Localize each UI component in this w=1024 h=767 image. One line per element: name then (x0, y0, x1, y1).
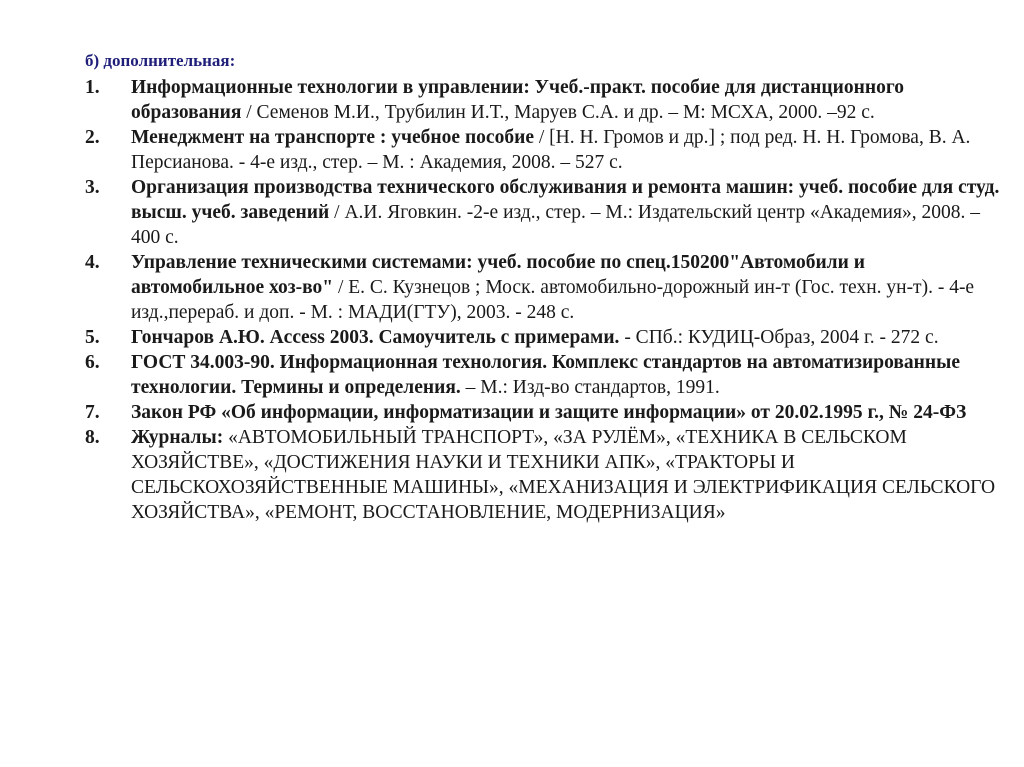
reference-details: / [Н. Н. Громов и др.] ; под ред. Н. Н. Громова, В. А. Персианова. - 4-е изд., стер. – М. : Академия, 2008. – 527 с. (131, 127, 971, 173)
reference-details: / А.И. Яговкин. -2-е изд., стер. – М.: Издательский центр «Академия», 2008. – 400 с. (131, 202, 980, 248)
reference-number: 4. (85, 252, 100, 273)
reference-number: 6. (85, 352, 100, 373)
reference-title: Организация производства технического обслуживания и ремонта машин: учеб. пособие для студ. высш. учеб. заведений (131, 177, 1000, 223)
reference-number: 3. (85, 177, 100, 198)
reference-number: 7. (85, 402, 100, 423)
reference-item (85, 325, 1000, 350)
slide-content (85, 50, 1000, 525)
reference-text (131, 75, 1000, 125)
reference-item (85, 75, 1000, 125)
reference-text (131, 175, 1000, 250)
reference-item (85, 250, 1000, 325)
reference-text (131, 325, 1000, 350)
reference-item (85, 425, 1000, 525)
reference-number: 1. (85, 77, 100, 98)
section-heading: б) дополнительная: (85, 51, 236, 70)
reference-title: Менеджмент на транспорте : учебное пособие (131, 127, 534, 148)
reference-number: 5. (85, 327, 100, 348)
reference-title: Гончаров А.Ю. Access 2003. Самоучитель с примерами. (131, 327, 620, 348)
reference-item (85, 400, 1000, 425)
reference-title: Управление техническими системами: учеб. пособие по спец.150200"Автомобили и автомобильное хоз-во" (131, 252, 865, 298)
reference-text (131, 250, 1000, 325)
reference-text (131, 425, 1000, 525)
reference-text (131, 350, 1000, 400)
reference-details: / Е. С. Кузнецов ; Моск. автомобильно-дорожный ин-т (Гос. техн. ун-т). - 4-е изд.,перераб. и доп. - М. : МАДИ(ГТУ), 2003. - 248 с. (131, 277, 975, 323)
reference-title: ГОСТ 34.003-90. Информационная технология. Комплекс стандартов на автоматизированные технологии. Термины и определения. (131, 352, 960, 398)
reference-item (85, 125, 1000, 175)
reference-number: 8. (85, 427, 100, 448)
reference-text (131, 125, 1000, 175)
reference-text (131, 400, 1000, 425)
reference-details: «АВТОМОБИЛЬНЫЙ ТРАНСПОРТ», «ЗА РУЛЁМ», «ТЕХНИКА В СЕЛЬСКОМ ХОЗЯЙСТВЕ», «ДОСТИЖЕНИЯ НАУКИ И ТЕХНИКИ АПК», «ТРАКТОРЫ И СЕЛЬСКОХОЗЯЙСТВЕННЫЕ МАШИНЫ», «МЕХАНИЗАЦИЯ И ЭЛЕКТРИФИКАЦИЯ СЕЛЬСКОГО ХОЗЯЙСТВА», «РЕМОНТ, ВОССТАНОВЛЕНИЕ, МОДЕРНИЗАЦИЯ» (131, 427, 996, 523)
reference-title: Журналы: (131, 427, 224, 448)
reference-title: Закон РФ «Об информации, информатизации и защите информации» от 20.02.1995 г., № 24-ФЗ (131, 402, 967, 423)
reference-list (85, 75, 1000, 525)
reference-details: - СПб.: КУДИЦ-Образ, 2004 г. - 272 с. (619, 327, 939, 348)
reference-details: – М.: Изд-во стандартов, 1991. (460, 377, 720, 398)
reference-item (85, 175, 1000, 250)
reference-details: / Семенов М.И., Трубилин И.Т., Маруев С.А. и др. – М: МСХА, 2000. –92 с. (241, 102, 875, 123)
reference-title: Информационные технологии в управлении: Учеб.-практ. пособие для дистанционного образования (131, 77, 904, 123)
reference-number: 2. (85, 127, 100, 148)
reference-item (85, 350, 1000, 400)
